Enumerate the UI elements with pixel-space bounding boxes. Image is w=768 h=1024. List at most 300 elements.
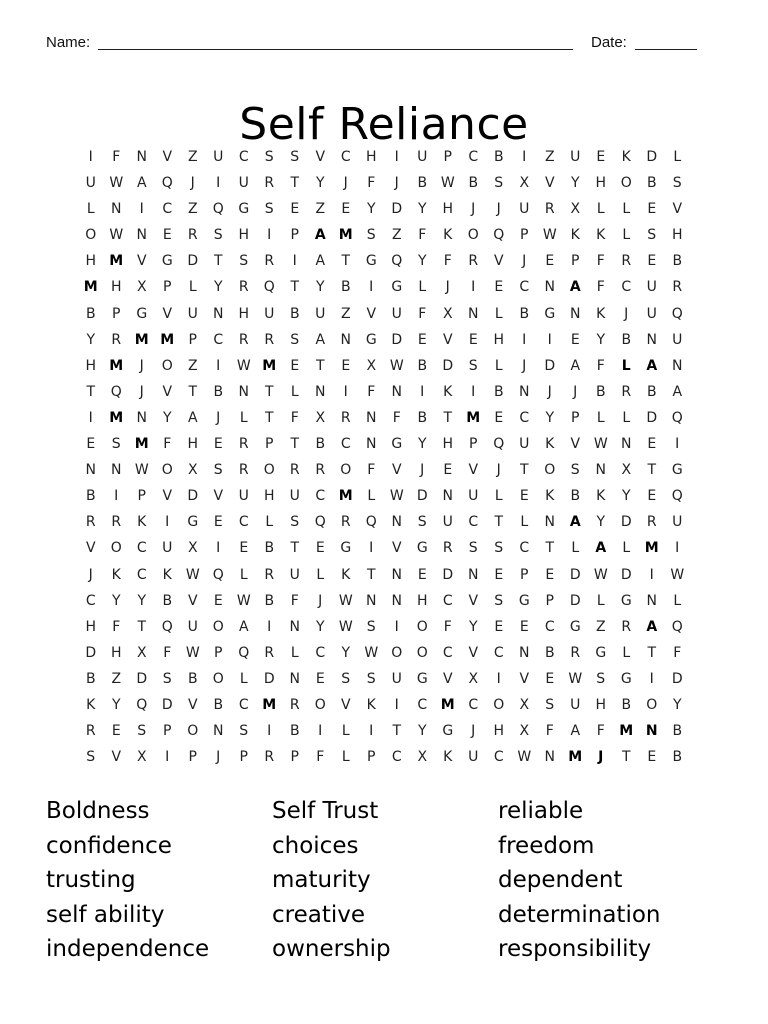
grid-cell[interactable]: D <box>391 201 403 218</box>
grid-cell[interactable]: H <box>85 357 97 374</box>
grid-cell[interactable]: N <box>519 644 530 661</box>
grid-cell[interactable]: Y <box>162 409 172 426</box>
grid-cell[interactable]: B <box>646 383 657 400</box>
grid-cell[interactable]: B <box>213 383 224 400</box>
grid-cell[interactable]: Z <box>595 618 606 635</box>
grid-cell[interactable]: W <box>542 227 557 244</box>
grid-cell[interactable]: I <box>139 201 144 218</box>
grid-cell[interactable]: J <box>598 749 604 766</box>
grid-cell[interactable]: U <box>672 514 683 531</box>
grid-cell[interactable]: E <box>494 279 504 296</box>
grid-cell[interactable]: N <box>391 592 402 609</box>
grid-cell[interactable]: T <box>290 540 300 557</box>
grid-cell[interactable]: N <box>366 436 377 453</box>
grid-cell[interactable]: O <box>493 696 505 713</box>
grid-cell[interactable]: S <box>647 227 657 244</box>
grid-cell[interactable]: I <box>267 723 272 740</box>
grid-cell[interactable]: J <box>88 566 93 583</box>
grid-cell[interactable]: H <box>110 644 122 661</box>
grid-cell[interactable]: E <box>417 566 427 583</box>
grid-cell[interactable]: R <box>238 436 249 453</box>
grid-cell[interactable]: C <box>391 749 402 766</box>
grid-cell[interactable]: G <box>442 723 454 740</box>
grid-cell[interactable]: S <box>366 227 376 244</box>
grid-cell[interactable]: N <box>442 488 453 505</box>
grid-cell[interactable]: N <box>238 383 249 400</box>
grid-cell[interactable]: V <box>162 149 173 165</box>
grid-cell[interactable]: J <box>139 383 144 400</box>
grid-cell[interactable]: I <box>420 383 425 400</box>
grid-cell[interactable]: C <box>468 149 479 165</box>
grid-cell[interactable]: U <box>289 488 300 505</box>
grid-cell[interactable]: B <box>493 383 504 400</box>
grid-cell[interactable]: I <box>547 331 552 348</box>
grid-cell[interactable]: P <box>443 149 452 165</box>
grid-cell[interactable]: J <box>445 279 450 296</box>
grid-cell[interactable]: K <box>443 227 453 244</box>
grid-cell[interactable]: S <box>672 175 682 192</box>
grid-cell[interactable]: N <box>366 409 377 426</box>
grid-cell[interactable]: X <box>136 279 147 296</box>
grid-cell[interactable]: L <box>494 488 503 505</box>
grid-cell[interactable]: B <box>646 175 657 192</box>
grid-cell[interactable]: Y <box>341 644 351 661</box>
grid-cell[interactable]: F <box>316 749 325 766</box>
grid-cell[interactable]: D <box>161 696 173 713</box>
grid-cell[interactable]: F <box>112 149 121 165</box>
grid-cell[interactable]: P <box>265 436 274 453</box>
grid-cell[interactable]: Z <box>187 149 198 165</box>
grid-cell[interactable]: E <box>290 201 300 218</box>
grid-cell[interactable]: E <box>417 331 427 348</box>
grid-cell[interactable]: V <box>672 201 683 218</box>
grid-cell[interactable]: E <box>86 436 96 453</box>
grid-cell[interactable]: N <box>544 279 555 296</box>
grid-cell[interactable]: N <box>570 305 581 322</box>
grid-cell[interactable]: Y <box>315 279 325 296</box>
grid-cell[interactable]: Y <box>111 696 121 713</box>
grid-cell[interactable]: C <box>468 514 479 531</box>
grid-cell[interactable]: M <box>262 696 277 713</box>
grid-cell[interactable]: S <box>570 462 580 479</box>
grid-cell[interactable]: A <box>646 357 658 374</box>
grid-cell[interactable]: E <box>315 540 325 557</box>
grid-cell[interactable]: N <box>136 227 147 244</box>
grid-cell[interactable]: E <box>596 149 606 165</box>
grid-cell[interactable]: C <box>544 618 555 635</box>
grid-cell[interactable]: Y <box>417 436 427 453</box>
grid-cell[interactable]: I <box>88 409 93 426</box>
grid-cell[interactable]: C <box>213 331 224 348</box>
grid-cell[interactable]: D <box>646 409 658 426</box>
grid-cell[interactable]: H <box>442 201 454 218</box>
grid-cell[interactable]: S <box>341 670 351 687</box>
grid-cell[interactable]: R <box>187 227 198 244</box>
grid-cell[interactable]: U <box>187 305 198 322</box>
grid-cell[interactable]: A <box>315 331 326 348</box>
grid-cell[interactable]: F <box>596 253 605 270</box>
grid-cell[interactable]: F <box>290 592 299 609</box>
grid-cell[interactable]: P <box>188 749 197 766</box>
grid-cell[interactable]: Q <box>493 436 505 453</box>
grid-cell[interactable]: T <box>290 279 300 296</box>
grid-cell[interactable]: D <box>187 253 199 270</box>
grid-cell[interactable]: O <box>467 227 479 244</box>
grid-cell[interactable]: Y <box>596 331 606 348</box>
grid-cell[interactable]: A <box>672 383 683 400</box>
grid-cell[interactable]: N <box>213 305 224 322</box>
grid-cell[interactable]: B <box>85 488 96 505</box>
grid-cell[interactable]: L <box>673 149 682 165</box>
grid-cell[interactable]: G <box>416 670 428 687</box>
grid-cell[interactable]: W <box>185 644 200 661</box>
grid-cell[interactable]: E <box>443 462 453 479</box>
grid-cell[interactable]: J <box>216 409 221 426</box>
grid-cell[interactable]: Q <box>314 514 326 531</box>
grid-cell[interactable]: P <box>571 409 580 426</box>
grid-cell[interactable]: E <box>341 357 351 374</box>
grid-cell[interactable]: S <box>162 670 172 687</box>
grid-cell[interactable]: I <box>394 696 399 713</box>
grid-cell[interactable]: P <box>290 749 299 766</box>
grid-cell[interactable]: I <box>649 670 654 687</box>
grid-cell[interactable]: Z <box>315 201 326 218</box>
grid-cell[interactable]: J <box>394 175 399 192</box>
grid-cell[interactable]: T <box>366 566 376 583</box>
grid-cell[interactable]: Z <box>391 227 402 244</box>
grid-cell[interactable]: M <box>83 279 98 296</box>
grid-cell[interactable]: L <box>622 409 631 426</box>
grid-cell[interactable]: L <box>596 592 605 609</box>
grid-cell[interactable]: I <box>165 514 170 531</box>
grid-cell[interactable]: I <box>216 540 221 557</box>
grid-cell[interactable]: I <box>216 175 221 192</box>
grid-cell[interactable]: E <box>111 723 121 740</box>
grid-cell[interactable]: S <box>290 149 300 165</box>
grid-cell[interactable]: J <box>318 592 323 609</box>
grid-cell[interactable]: E <box>468 331 478 348</box>
grid-cell[interactable]: R <box>264 566 275 583</box>
grid-cell[interactable]: Y <box>417 201 427 218</box>
grid-cell[interactable]: I <box>267 227 272 244</box>
grid-cell[interactable]: X <box>621 462 632 479</box>
grid-cell[interactable]: C <box>340 149 351 165</box>
grid-cell[interactable]: R <box>238 279 249 296</box>
grid-cell[interactable]: V <box>544 175 555 192</box>
grid-cell[interactable]: X <box>519 696 530 713</box>
grid-cell[interactable]: Q <box>391 253 403 270</box>
grid-cell[interactable]: Y <box>596 514 606 531</box>
grid-cell[interactable]: P <box>520 566 529 583</box>
grid-cell[interactable]: R <box>672 279 683 296</box>
grid-cell[interactable]: Z <box>187 357 198 374</box>
grid-cell[interactable]: L <box>418 279 427 296</box>
grid-cell[interactable]: V <box>468 462 479 479</box>
grid-cell[interactable]: N <box>468 305 479 322</box>
grid-cell[interactable]: J <box>522 357 527 374</box>
grid-cell[interactable]: W <box>236 357 251 374</box>
grid-cell[interactable]: C <box>519 540 530 557</box>
grid-cell[interactable]: U <box>570 696 581 713</box>
grid-cell[interactable]: B <box>468 175 479 192</box>
grid-cell[interactable]: F <box>163 436 172 453</box>
grid-cell[interactable]: P <box>163 723 172 740</box>
grid-cell[interactable]: C <box>315 644 326 661</box>
grid-cell[interactable]: R <box>646 514 657 531</box>
grid-cell[interactable]: U <box>442 514 453 531</box>
grid-cell[interactable]: D <box>85 644 97 661</box>
grid-cell[interactable]: M <box>109 357 124 374</box>
grid-cell[interactable]: S <box>290 514 300 531</box>
grid-cell[interactable]: O <box>212 670 224 687</box>
grid-cell[interactable]: D <box>544 357 556 374</box>
grid-cell[interactable]: L <box>239 409 248 426</box>
grid-cell[interactable]: I <box>88 149 93 165</box>
grid-cell[interactable]: O <box>544 462 556 479</box>
grid-cell[interactable]: G <box>544 305 556 322</box>
grid-cell[interactable]: Q <box>671 618 683 635</box>
grid-cell[interactable]: F <box>290 409 299 426</box>
grid-cell[interactable]: T <box>392 723 402 740</box>
grid-cell[interactable]: L <box>290 644 299 661</box>
grid-cell[interactable]: N <box>315 383 326 400</box>
grid-cell[interactable]: U <box>417 149 428 165</box>
grid-cell[interactable]: X <box>187 462 198 479</box>
grid-cell[interactable]: U <box>646 305 657 322</box>
grid-cell[interactable]: H <box>365 149 377 165</box>
grid-cell[interactable]: I <box>343 383 348 400</box>
grid-cell[interactable]: B <box>570 488 581 505</box>
grid-cell[interactable]: U <box>646 279 657 296</box>
grid-cell[interactable]: F <box>596 279 605 296</box>
grid-cell[interactable]: A <box>570 723 581 740</box>
grid-cell[interactable]: T <box>264 383 274 400</box>
grid-cell[interactable]: N <box>111 462 122 479</box>
grid-cell[interactable]: H <box>416 592 428 609</box>
grid-cell[interactable]: O <box>620 175 632 192</box>
grid-cell[interactable]: U <box>238 488 249 505</box>
grid-cell[interactable]: N <box>672 357 683 374</box>
grid-cell[interactable]: B <box>289 723 300 740</box>
grid-cell[interactable]: U <box>391 670 402 687</box>
grid-cell[interactable]: C <box>136 540 147 557</box>
grid-cell[interactable]: E <box>315 670 325 687</box>
grid-cell[interactable]: V <box>468 644 479 661</box>
grid-cell[interactable]: I <box>394 618 399 635</box>
grid-cell[interactable]: O <box>187 723 199 740</box>
grid-cell[interactable]: J <box>547 383 552 400</box>
grid-cell[interactable]: I <box>649 566 654 583</box>
grid-cell[interactable]: E <box>545 253 555 270</box>
grid-cell[interactable]: Y <box>417 723 427 740</box>
grid-cell[interactable]: K <box>366 696 376 713</box>
grid-cell[interactable]: V <box>391 462 402 479</box>
grid-cell[interactable]: S <box>596 670 606 687</box>
grid-cell[interactable]: R <box>85 514 96 531</box>
grid-cell[interactable]: S <box>86 749 96 766</box>
grid-cell[interactable]: F <box>443 618 452 635</box>
grid-cell[interactable]: N <box>646 592 657 609</box>
grid-cell[interactable]: J <box>496 201 501 218</box>
grid-cell[interactable]: J <box>522 253 527 270</box>
grid-cell[interactable]: B <box>315 436 326 453</box>
grid-cell[interactable]: T <box>137 618 147 635</box>
grid-cell[interactable]: F <box>367 175 376 192</box>
grid-cell[interactable]: T <box>519 462 529 479</box>
grid-cell[interactable]: V <box>493 253 504 270</box>
grid-cell[interactable]: B <box>672 253 683 270</box>
grid-cell[interactable]: A <box>595 540 607 557</box>
grid-cell[interactable]: G <box>595 644 607 661</box>
grid-cell[interactable]: B <box>85 670 96 687</box>
grid-cell[interactable]: L <box>341 749 350 766</box>
grid-cell[interactable]: G <box>391 436 403 453</box>
grid-cell[interactable]: G <box>391 279 403 296</box>
grid-cell[interactable]: B <box>417 409 428 426</box>
grid-cell[interactable]: N <box>646 331 657 348</box>
grid-cell[interactable]: Z <box>111 670 122 687</box>
grid-cell[interactable]: S <box>366 618 376 635</box>
grid-cell[interactable]: I <box>369 279 374 296</box>
grid-cell[interactable]: M <box>338 488 353 505</box>
grid-cell[interactable]: V <box>187 696 198 713</box>
grid-cell[interactable]: J <box>420 462 425 479</box>
grid-cell[interactable]: R <box>340 514 351 531</box>
grid-cell[interactable]: U <box>391 305 402 322</box>
grid-cell[interactable]: L <box>520 514 529 531</box>
grid-cell[interactable]: H <box>110 279 122 296</box>
grid-cell[interactable]: T <box>264 409 274 426</box>
grid-cell[interactable]: O <box>212 618 224 635</box>
grid-cell[interactable]: F <box>443 253 452 270</box>
grid-cell[interactable]: H <box>238 305 250 322</box>
grid-cell[interactable]: C <box>519 409 530 426</box>
grid-cell[interactable]: S <box>494 540 504 557</box>
grid-cell[interactable]: G <box>620 670 632 687</box>
grid-cell[interactable]: T <box>213 253 223 270</box>
grid-cell[interactable]: A <box>569 279 581 296</box>
grid-cell[interactable]: H <box>493 331 505 348</box>
grid-cell[interactable]: G <box>187 514 199 531</box>
grid-cell[interactable]: X <box>417 749 428 766</box>
grid-cell[interactable]: I <box>292 253 297 270</box>
grid-cell[interactable]: Q <box>365 514 377 531</box>
grid-cell[interactable]: O <box>646 696 658 713</box>
grid-cell[interactable]: Q <box>671 488 683 505</box>
name-blank-line[interactable] <box>98 49 573 50</box>
grid-cell[interactable]: B <box>672 723 683 740</box>
grid-cell[interactable]: G <box>340 540 352 557</box>
grid-cell[interactable]: W <box>338 592 353 609</box>
grid-cell[interactable]: N <box>289 618 300 635</box>
grid-cell[interactable]: R <box>85 723 96 740</box>
grid-cell[interactable]: B <box>621 696 632 713</box>
grid-cell[interactable]: E <box>213 436 223 453</box>
grid-cell[interactable]: F <box>418 227 427 244</box>
grid-cell[interactable]: L <box>86 201 95 218</box>
grid-cell[interactable]: U <box>238 175 249 192</box>
grid-cell[interactable]: E <box>545 566 555 583</box>
grid-cell[interactable]: V <box>442 331 453 348</box>
grid-cell[interactable]: W <box>185 566 200 583</box>
grid-cell[interactable]: U <box>468 488 479 505</box>
grid-cell[interactable]: I <box>471 383 476 400</box>
grid-cell[interactable]: G <box>161 253 173 270</box>
grid-cell[interactable]: D <box>442 357 454 374</box>
grid-cell[interactable]: M <box>440 696 455 713</box>
grid-cell[interactable]: X <box>570 201 581 218</box>
grid-cell[interactable]: B <box>264 592 275 609</box>
grid-cell[interactable]: Y <box>545 409 555 426</box>
grid-cell[interactable]: N <box>391 566 402 583</box>
grid-cell[interactable]: K <box>443 749 453 766</box>
grid-cell[interactable]: C <box>468 696 479 713</box>
grid-cell[interactable]: U <box>162 540 173 557</box>
grid-cell[interactable]: L <box>290 383 299 400</box>
grid-cell[interactable]: L <box>341 723 350 740</box>
grid-cell[interactable]: R <box>340 409 351 426</box>
grid-cell[interactable]: J <box>139 357 144 374</box>
grid-cell[interactable]: C <box>340 436 351 453</box>
grid-cell[interactable]: M <box>466 409 481 426</box>
grid-cell[interactable]: G <box>238 201 250 218</box>
grid-cell[interactable]: V <box>468 592 479 609</box>
grid-cell[interactable]: L <box>239 566 248 583</box>
grid-cell[interactable]: X <box>187 540 198 557</box>
grid-cell[interactable]: A <box>187 409 198 426</box>
grid-cell[interactable]: H <box>263 488 275 505</box>
grid-cell[interactable]: P <box>290 227 299 244</box>
date-blank-line[interactable] <box>635 49 697 50</box>
grid-cell[interactable]: P <box>239 749 248 766</box>
grid-cell[interactable]: I <box>675 540 680 557</box>
grid-cell[interactable]: G <box>671 462 683 479</box>
grid-cell[interactable]: R <box>264 253 275 270</box>
grid-cell[interactable]: H <box>187 436 199 453</box>
grid-cell[interactable]: C <box>621 279 632 296</box>
grid-cell[interactable]: E <box>647 253 657 270</box>
grid-cell[interactable]: M <box>338 227 353 244</box>
grid-cell[interactable]: R <box>468 253 479 270</box>
grid-cell[interactable]: B <box>493 149 504 165</box>
grid-cell[interactable]: V <box>366 305 377 322</box>
grid-cell[interactable]: F <box>545 723 554 740</box>
grid-cell[interactable]: D <box>569 592 581 609</box>
grid-cell[interactable]: N <box>468 566 479 583</box>
grid-cell[interactable]: N <box>340 331 351 348</box>
grid-cell[interactable]: K <box>111 566 121 583</box>
grid-cell[interactable]: F <box>392 409 401 426</box>
grid-cell[interactable]: S <box>468 357 478 374</box>
grid-cell[interactable]: U <box>264 305 275 322</box>
grid-cell[interactable]: F <box>596 723 605 740</box>
grid-cell[interactable]: O <box>416 644 428 661</box>
grid-cell[interactable]: Y <box>672 696 682 713</box>
grid-cell[interactable]: B <box>162 592 173 609</box>
grid-cell[interactable]: P <box>214 644 223 661</box>
grid-cell[interactable]: J <box>471 201 476 218</box>
grid-cell[interactable]: K <box>570 227 580 244</box>
grid-cell[interactable]: L <box>239 670 248 687</box>
grid-cell[interactable]: B <box>519 305 530 322</box>
grid-cell[interactable]: N <box>595 462 606 479</box>
grid-cell[interactable]: M <box>109 409 124 426</box>
grid-cell[interactable]: D <box>263 670 275 687</box>
grid-cell[interactable]: L <box>596 201 605 218</box>
grid-cell[interactable]: Y <box>86 331 96 348</box>
grid-cell[interactable]: R <box>238 462 249 479</box>
grid-cell[interactable]: M <box>160 331 175 348</box>
